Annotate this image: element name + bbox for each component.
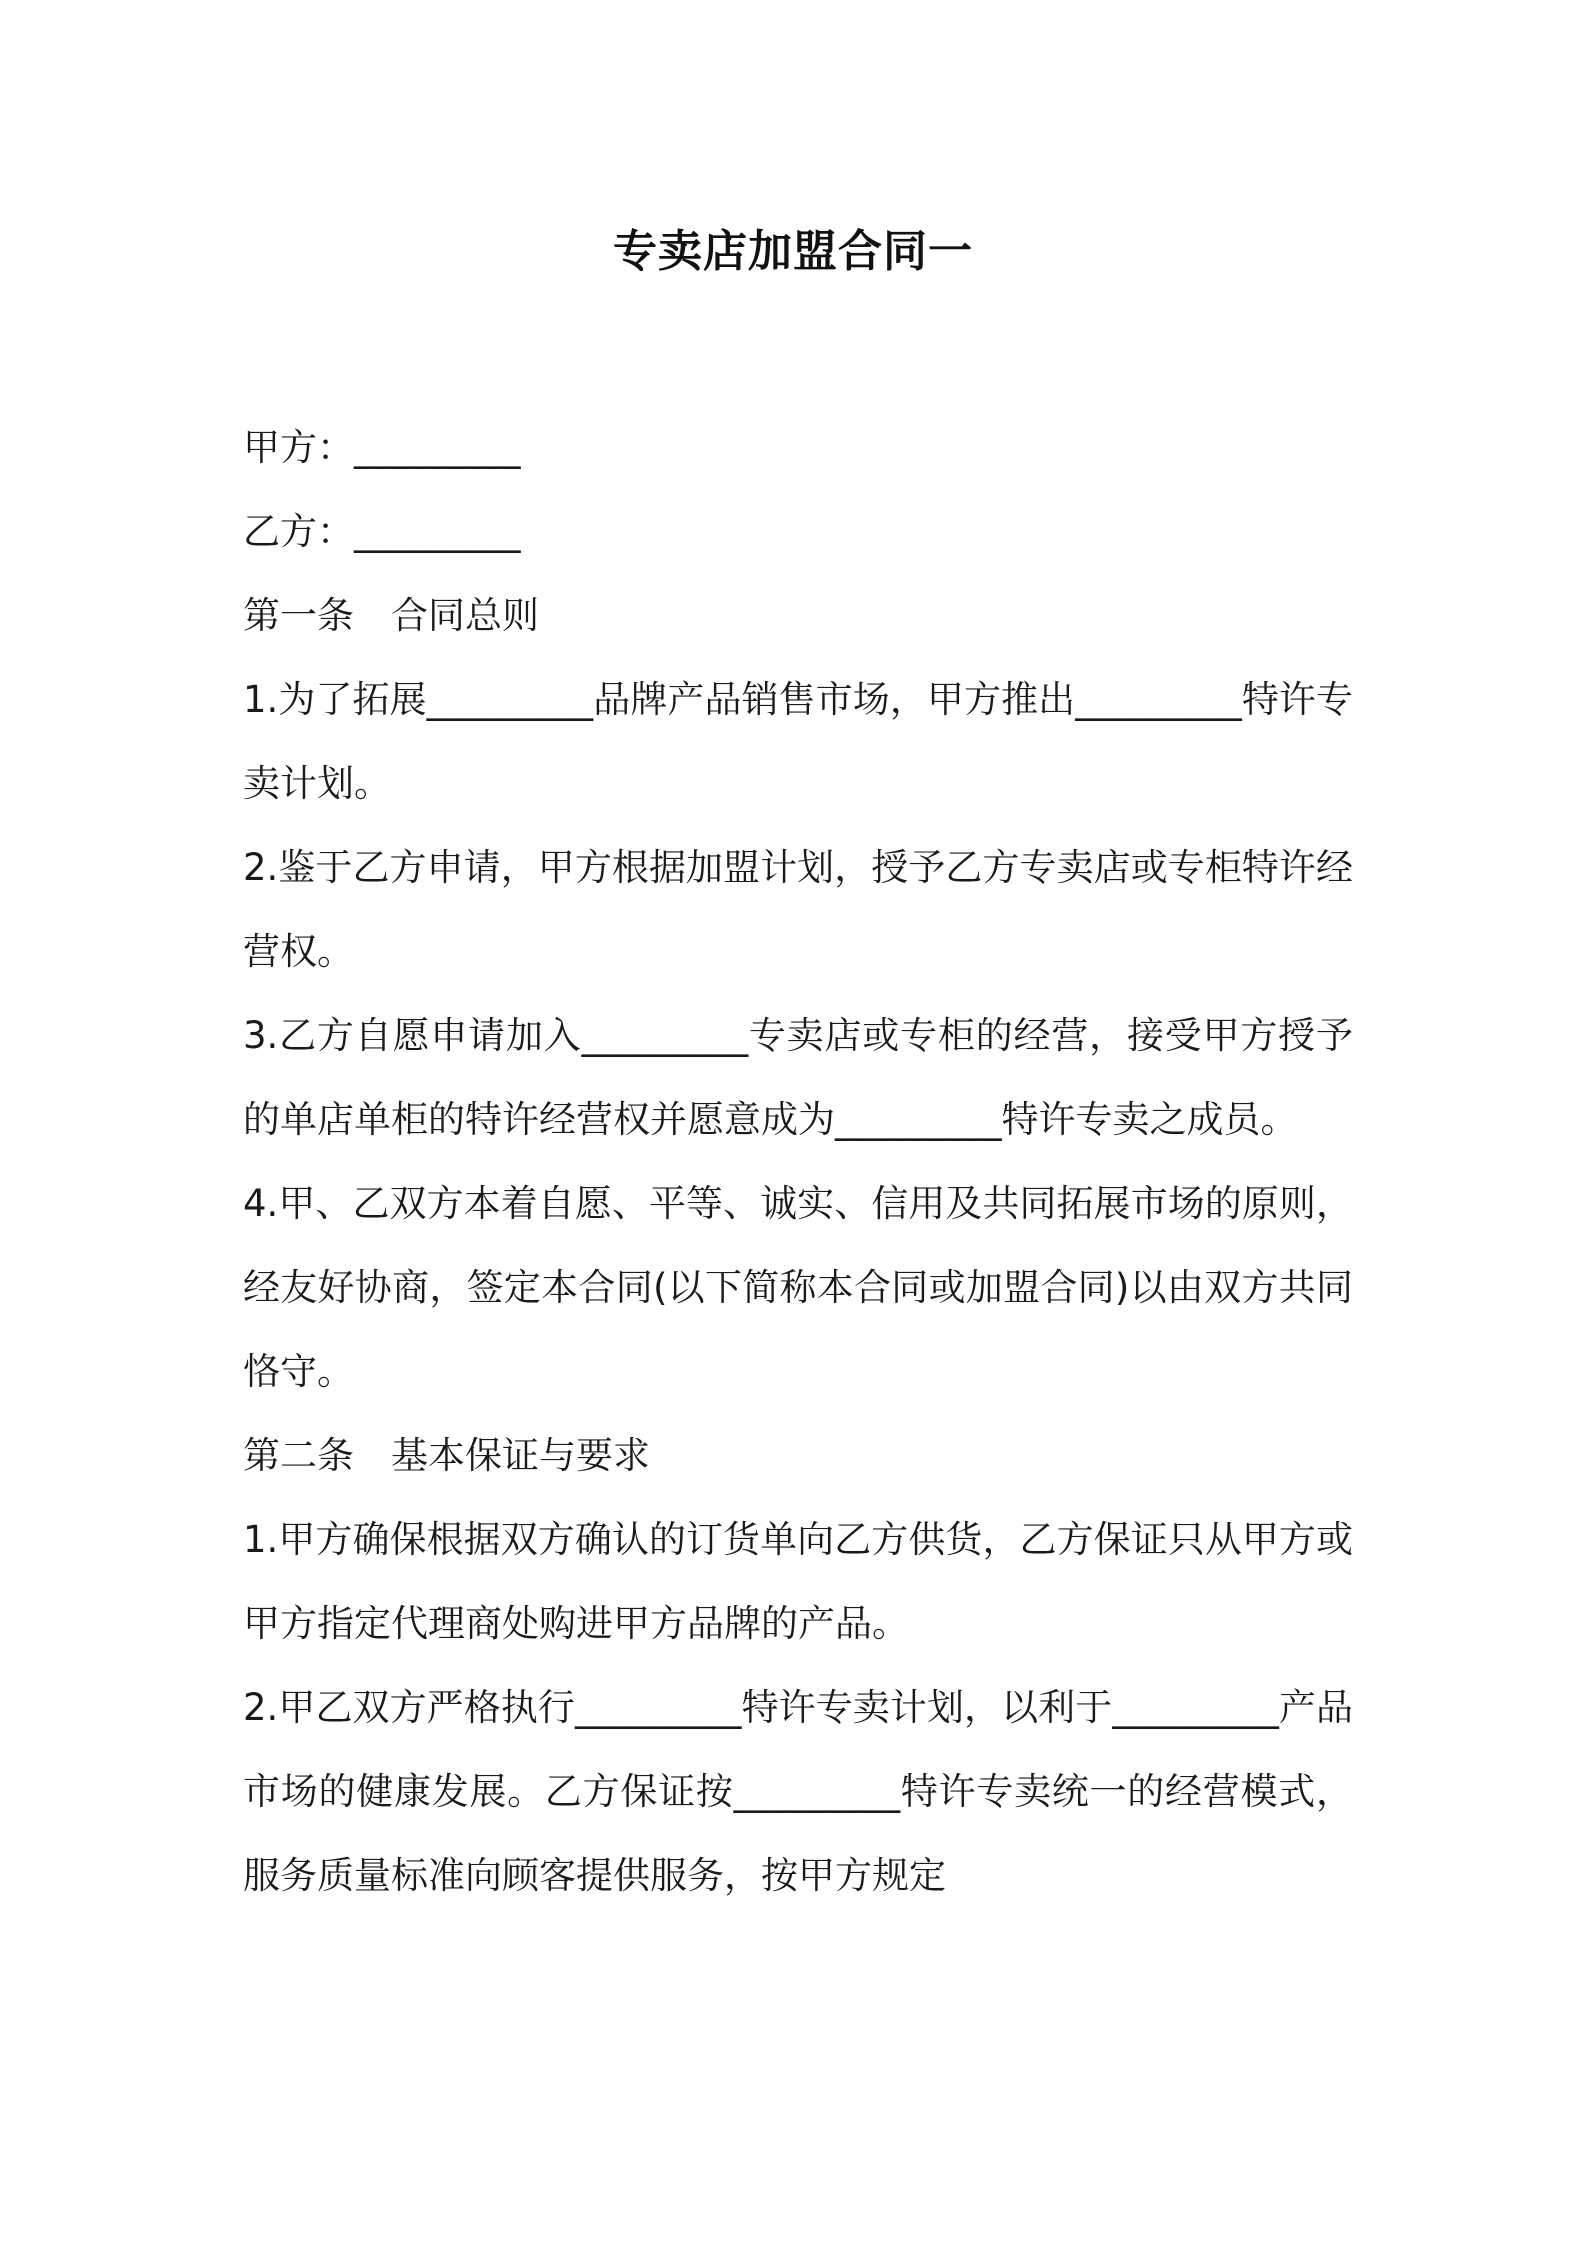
section-2-clause-2: 2.甲乙双方严格执行_________特许专卖计划，以利于_________产品市场的健康发展。乙方保证按_________特许专卖统一的经营模式，服务质量标准向顾客提供服务，按甲方规定: [243, 1686, 1353, 1897]
section-1-clause-1: 1.为了拓展_________品牌产品销售市场，甲方推出_________特许专卖计划。: [243, 678, 1353, 805]
document-body: [243, 406, 1353, 1918]
party-a-line: 甲方：_________: [243, 426, 521, 469]
section-1-heading: 第一条 合同总则: [243, 594, 539, 637]
section-2-clause-1: 1.甲方确保根据双方确认的订货单向乙方供货，乙方保证只从甲方或甲方指定代理商处购进甲方品牌的产品。: [243, 1518, 1353, 1645]
section-1-clause-4: 4.甲、乙双方本着自愿、平等、诚实、信用及共同拓展市场的原则，经友好协商，签定本合同(以下简称本合同或加盟合同)以由双方共同恪守。: [243, 1182, 1353, 1393]
document-title: 专卖店加盟合同一: [613, 226, 973, 277]
section-1-clause-3: 3.乙方自愿申请加入_________专卖店或专柜的经营，接受甲方授予的单店单柜的特许经营权并愿意成为_________特许专卖之成员。: [243, 1014, 1353, 1141]
section-1-clause-2: 2.鉴于乙方申请，甲方根据加盟计划，授予乙方专卖店或专柜特许经营权。: [243, 846, 1353, 973]
party-b-line: 乙方：_________: [243, 510, 521, 553]
section-2-heading: 第二条 基本保证与要求: [243, 1434, 650, 1477]
